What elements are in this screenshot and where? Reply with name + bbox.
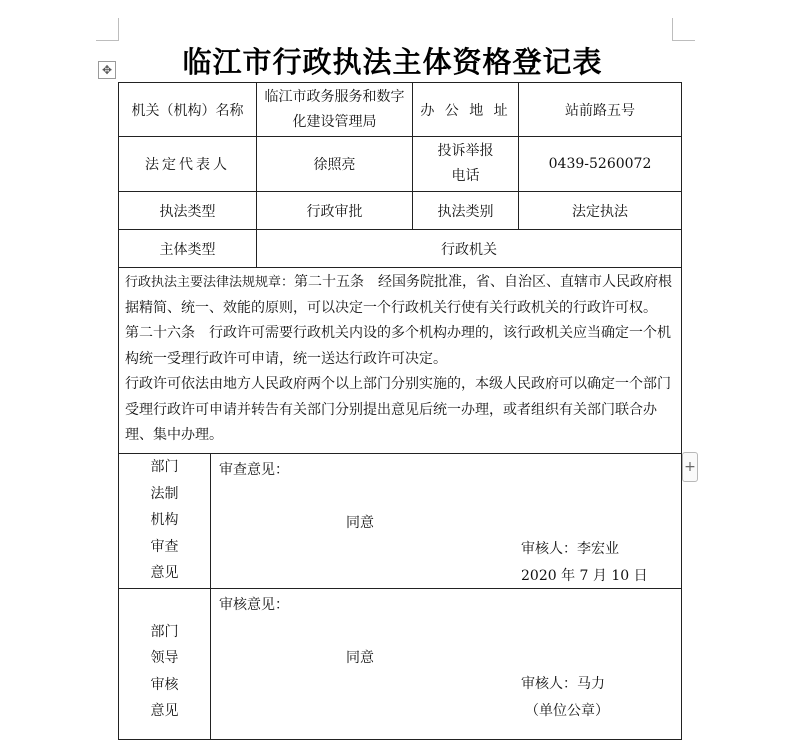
table-row [119,453,682,588]
subject-type-value-text: 行政机关 [441,241,497,258]
legal-review-opinion: 同意 [346,514,374,531]
subject-type-label [119,230,257,268]
table-row [119,137,682,192]
table-row [119,268,682,454]
legal-review-heading: 审查意见： [219,461,289,478]
agency-value[interactable] [257,83,413,137]
laws-paragraph-1 [125,270,677,321]
agency-label-text: 机关（机构）名称 [131,102,244,119]
laws-para1-text: 第二十五条 经国务院批准，省、自治区、直辖市人民政府根据精简、统一、效能的原则，可以决定一个行政机关行使有关行政机关的行政许可权。 [125,274,673,316]
agency-label [119,83,257,137]
document-title: 临江市行政执法主体资格登记表 [182,45,603,79]
enforcement-category-value[interactable] [519,192,682,230]
enforcement-category-label-text: 执法类别 [437,203,494,220]
table-row [119,83,682,137]
leader-review-content[interactable] [211,588,682,739]
enforcement-type-label-text: 执法类型 [159,203,216,220]
laws-lead: 行政执法主要法律法规规章： [125,275,295,290]
page-corner-marker-right [672,18,695,41]
registration-table [118,82,682,740]
legal-review-reviewer: 审核人：李宏业 [521,540,619,557]
subject-type-value[interactable] [257,230,682,268]
enforcement-type-label [119,192,257,230]
move-arrows-icon[interactable]: ✥ [98,61,116,79]
leader-review-label-line: 审核 [150,676,179,693]
leader-review-reviewer: 审核人：马力 [521,675,605,692]
address-value-text: 站前路五号 [565,102,635,119]
complaint-phone-label-line2: 电话 [451,168,480,184]
legal-review-label-line: 意见 [150,565,179,582]
subject-type-label-text: 主体类型 [159,241,216,258]
agency-value-line1: 临江市政务服务和数字 [264,88,405,105]
legal-rep-value[interactable] [257,137,413,192]
table-row [119,588,682,739]
complaint-phone-label-line1: 投诉举报 [437,143,494,159]
legal-review-label-line: 审查 [150,538,179,555]
leader-review-label-line: 领导 [150,650,179,666]
plus-icon[interactable]: + [682,452,698,482]
enforcement-category-value-text: 法定执法 [572,203,628,220]
laws-section[interactable] [119,268,682,454]
legal-review-date: 2020 年 7 月 10 日 [521,567,648,584]
leader-review-label-line: 意见 [150,703,179,719]
legal-rep-label [119,137,257,192]
legal-review-content[interactable] [211,453,682,588]
enforcement-type-value-text: 行政审批 [306,203,363,220]
leader-review-label-line: 部门 [150,623,179,640]
complaint-phone-label [413,137,519,192]
address-label [413,83,519,137]
page-corner-marker-left [96,18,119,41]
table-row [119,192,682,230]
enforcement-category-label [413,192,519,230]
leader-review-opinion: 同意 [346,649,374,666]
laws-paragraph-2: 第二十六条 行政许可需要行政机关内设的多个机构办理的，该行政机关应当确定一个机构统一受理行政许可申请，统一送达行政许可决定。 [125,325,671,367]
legal-review-label-line: 机构 [150,512,179,529]
address-label-text: 办 公 地 址 [420,102,511,119]
legal-rep-value-text: 徐照亮 [313,157,356,173]
complaint-phone-value[interactable] [519,137,682,192]
leader-review-heading: 审核意见： [219,596,289,613]
enforcement-type-value[interactable] [257,192,413,230]
legal-review-label-line: 部门 [150,459,179,476]
complaint-phone-value-text: 0439-5260072 [548,156,652,172]
legal-review-label [119,453,211,588]
agency-value-line2: 化建设管理局 [292,113,377,130]
address-value[interactable] [519,83,682,137]
legal-review-label-line: 法制 [150,485,179,502]
table-row [119,230,682,268]
laws-paragraph-3: 行政许可依法由地方人民政府两个以上部门分别实施的，本级人民政府可以确定一个部门受理行政许可申请并转告有关部门分别提出意见后统一办理，或者组织有关部门联合办理、集中办理。 [125,376,671,443]
legal-rep-label-text: 法定代表人 [145,157,230,173]
leader-review-label [119,588,211,739]
leader-review-seal: （单位公章） [525,702,609,719]
